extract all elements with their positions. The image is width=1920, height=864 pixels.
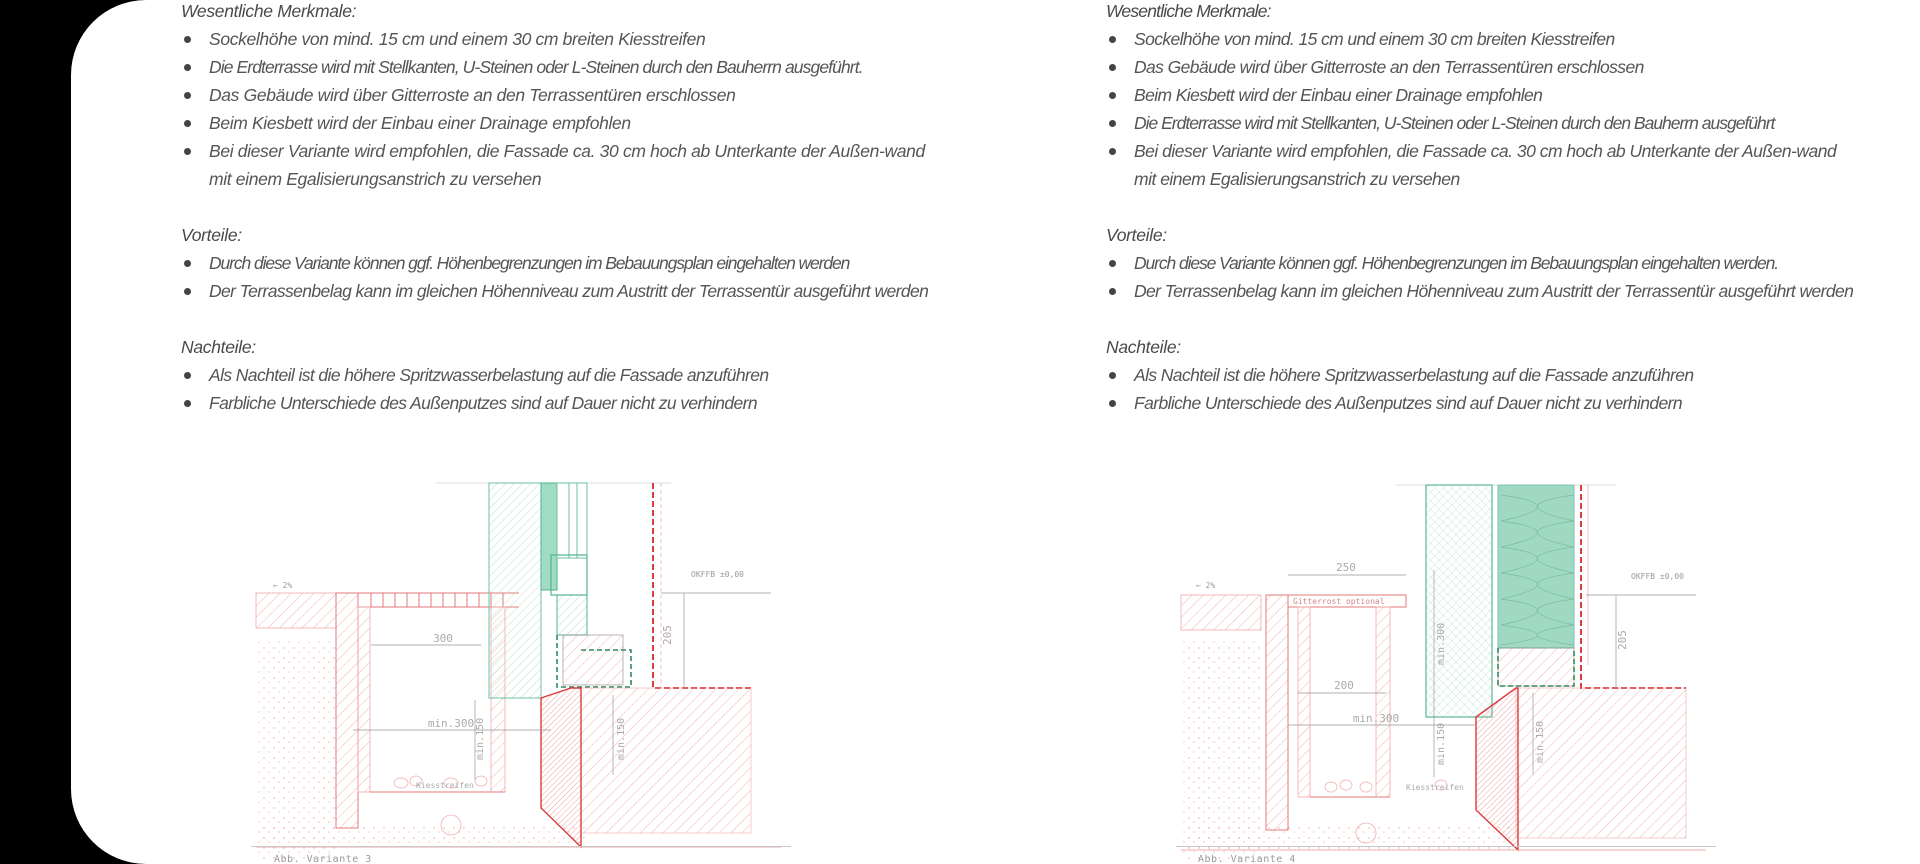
list-item: Bei dieser Variante wird empfohlen, die Fassade ca. 30 cm hoch ab Unterkante der Außen-wand mit einem Egalisierungsanstrich zu versehen: [181, 137, 931, 193]
svg-text:min.300: min.300: [427, 717, 475, 730]
list-item: Der Terrassenbelag kann im gleichen Höhenniveau zum Austritt der Terrassentür ausgeführt werden: [181, 277, 931, 305]
svg-text:Kiesstreifen: Kiesstreifen: [1406, 783, 1464, 792]
list-item: Bei dieser Variante wird empfohlen, die Fassade ca. 30 cm hoch ab Unterkante der Außen-wand mit einem Egalisierungsanstrich zu versehen: [1106, 137, 1856, 193]
svg-text:Kiesstreifen: Kiesstreifen: [416, 781, 474, 790]
svg-text:min.150: min.150: [475, 717, 486, 760]
bullet-icon: [1109, 120, 1116, 127]
merkmale-list: [1106, 25, 1866, 193]
svg-text:min.150: min.150: [1535, 720, 1546, 763]
list-item: Farbliche Unterschiede des Außenputzes sind auf Dauer nicht zu verhindern: [1106, 389, 1866, 417]
svg-text:min.150: min.150: [1436, 722, 1447, 765]
bullet-icon: [1109, 260, 1116, 267]
bullet-icon: [184, 36, 191, 43]
bullet-icon: [184, 148, 191, 155]
svg-text:OKFFB ±0,00: OKFFB ±0,00: [691, 570, 744, 579]
bullet-icon: [184, 92, 191, 99]
list-item: Beim Kiesbett wird der Einbau einer Drainage empfohlen: [1106, 81, 1866, 109]
nachteile-heading: Nachteile:: [181, 337, 256, 357]
document-page: [71, 0, 1920, 864]
bullet-icon: [184, 64, 191, 71]
svg-text:min.300: min.300: [1352, 712, 1400, 725]
bullet-icon: [184, 288, 191, 295]
variant-3-section-drawing: [251, 475, 811, 864]
svg-text:min.300: min.300: [1436, 622, 1447, 665]
vorteile-heading: Vorteile:: [181, 225, 242, 245]
vorteile-list: [181, 249, 941, 305]
bullet-icon: [184, 120, 191, 127]
svg-text:OKFFB ±0,00: OKFFB ±0,00: [1631, 572, 1684, 581]
svg-text:200: 200: [1334, 679, 1354, 692]
bullet-icon: [184, 400, 191, 407]
merkmale-heading: Wesentliche Merkmale:: [181, 1, 357, 21]
figure-baseline: [251, 846, 791, 847]
list-item: Das Gebäude wird über Gitterroste an den Terrassentüren erschlossen: [181, 81, 941, 109]
nachteile-heading: Nachteile:: [1106, 337, 1181, 357]
list-item: Farbliche Unterschiede des Außenputzes sind auf Dauer nicht zu verhindern: [181, 389, 941, 417]
bullet-icon: [1109, 36, 1116, 43]
svg-text:← 2%: ← 2%: [1196, 581, 1216, 590]
bullet-icon: [184, 260, 191, 267]
list-item: Durch diese Variante können ggf. Höhenbegrenzungen im Bebauungsplan eingehalten werden.: [1106, 249, 1866, 277]
list-item: Beim Kiesbett wird der Einbau einer Drainage empfohlen: [181, 109, 941, 137]
bullet-icon: [1109, 148, 1116, 155]
svg-text:250: 250: [1336, 561, 1356, 574]
figure-caption: Abb. Variante 3: [274, 854, 372, 864]
list-item: Der Terrassenbelag kann im gleichen Höhenniveau zum Austritt der Terrassentür ausgeführt werden: [1106, 277, 1856, 305]
svg-text:Gitterrost optional: Gitterrost optional: [1293, 597, 1385, 606]
bullet-icon: [1109, 400, 1116, 407]
nachteile-list: [1106, 361, 1866, 417]
svg-text:300: 300: [433, 632, 453, 645]
vorteile-heading: Vorteile:: [1106, 225, 1167, 245]
bullet-icon: [1109, 372, 1116, 379]
bullet-icon: [1109, 288, 1116, 295]
variant-3-column: [181, 0, 941, 864]
bullet-icon: [1109, 64, 1116, 71]
merkmale-heading: Wesentliche Merkmale:: [1106, 1, 1271, 21]
svg-text:205: 205: [661, 625, 674, 645]
vorteile-list: [1106, 249, 1866, 305]
svg-text:← 2%: ← 2%: [273, 581, 293, 590]
list-item: Sockelhöhe von mind. 15 cm und einem 30 cm breiten Kiesstreifen: [1106, 25, 1866, 53]
list-item: Sockelhöhe von mind. 15 cm und einem 30 cm breiten Kiesstreifen: [181, 25, 941, 53]
list-item: Die Erdterrasse wird mit Stellkanten, U-Steinen oder L-Steinen durch den Bauherrn ausgeführt: [1106, 109, 1866, 137]
bullet-icon: [1109, 92, 1116, 99]
bullet-icon: [184, 372, 191, 379]
list-item: Durch diese Variante können ggf. Höhenbegrenzungen im Bebauungsplan eingehalten werden: [181, 249, 941, 277]
nachteile-list: [181, 361, 941, 417]
figure-caption: Abb. Variante 4: [1198, 854, 1296, 864]
svg-text:min.150: min.150: [616, 717, 627, 760]
list-item: Die Erdterrasse wird mit Stellkanten, U-Steinen oder L-Steinen durch den Bauherrn ausgeführt.: [181, 53, 941, 81]
figure-baseline: [1176, 846, 1716, 847]
variant-4-column: [1106, 0, 1866, 864]
svg-text:205: 205: [1616, 630, 1629, 650]
list-item: Als Nachteil ist die höhere Spritzwasserbelastung auf die Fassade anzuführen: [1106, 361, 1866, 389]
variant-4-section-drawing: [1176, 475, 1736, 864]
merkmale-list: [181, 25, 941, 193]
list-item: Das Gebäude wird über Gitterroste an den Terrassentüren erschlossen: [1106, 53, 1866, 81]
list-item: Als Nachteil ist die höhere Spritzwasserbelastung auf die Fassade anzuführen: [181, 361, 941, 389]
